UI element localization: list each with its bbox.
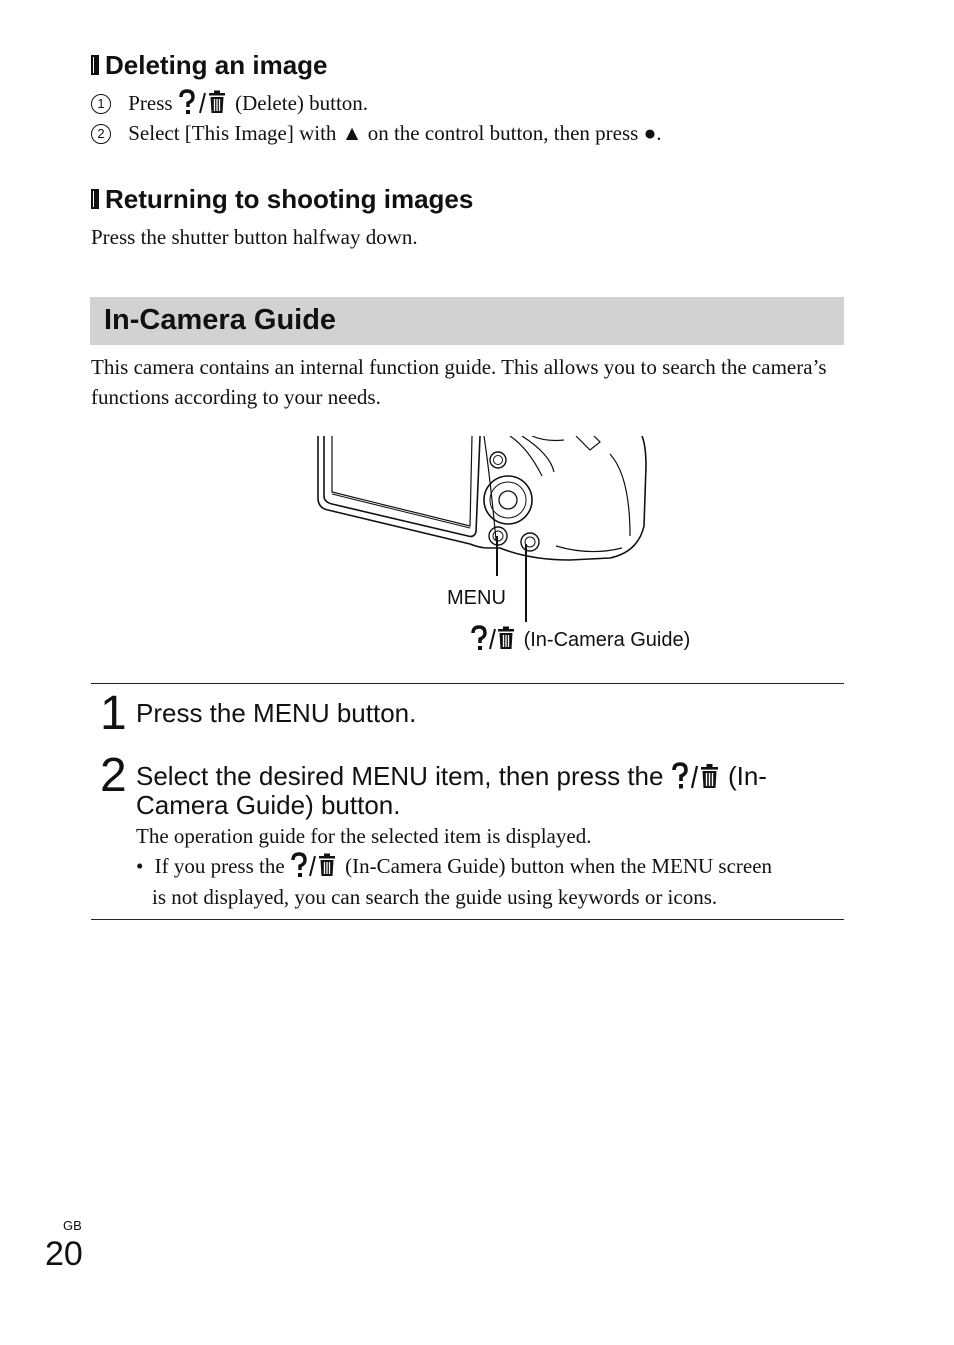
returning-text: Press the shutter button halfway down. [91, 225, 418, 249]
bottom-rule [91, 919, 844, 920]
region-code: GB [63, 1218, 82, 1233]
step-2-heading-line-1: Select the desired MENU item, then press the (In- [136, 761, 767, 796]
heading-bar-icon [91, 189, 99, 209]
circled-number-icon: 1 [91, 94, 111, 114]
heading-returning: Returning to shooting images [91, 184, 473, 214]
callout-leader-guide [525, 576, 527, 622]
step-number-2: 2 [100, 749, 127, 802]
section-band [90, 297, 844, 345]
page-number: 20 [45, 1235, 83, 1273]
guide-intro: This camera contains an internal function guide. This allows you to search the camera’s functions according to your needs. [91, 355, 827, 409]
delete-step-2: 2 Select [This Image] with ▲ on the control button, then press ●. [91, 118, 662, 148]
circled-number-icon: 2 [91, 124, 111, 144]
help-trash-icon [671, 762, 721, 796]
help-trash-icon [470, 625, 518, 657]
step-2-bullet-line-2: is not displayed, you can search the guide using keywords or icons. [152, 885, 718, 909]
top-rule [91, 683, 844, 684]
heading-bar-icon [91, 55, 99, 75]
section-title: In-Camera Guide [104, 304, 337, 336]
callout-menu: MENU [447, 587, 506, 609]
camera-illustration [310, 436, 655, 576]
delete-step-1: 1 Press (Delete) button. [91, 88, 368, 123]
step-2-heading-line-2: Camera Guide) button. [136, 790, 401, 820]
heading-deleting: Deleting an image [91, 50, 328, 80]
step-number-1: 1 [100, 687, 127, 740]
step-1-text: Press the MENU button. [136, 698, 417, 728]
step-2-description: The operation guide for the selected item is displayed. [136, 824, 592, 848]
bullet-dot: • [136, 854, 144, 878]
callout-guide: (In-Camera Guide) [470, 625, 690, 657]
step-2-bullet: • If you press the (In-Camera Guide) button when the MENU screen [136, 851, 772, 887]
